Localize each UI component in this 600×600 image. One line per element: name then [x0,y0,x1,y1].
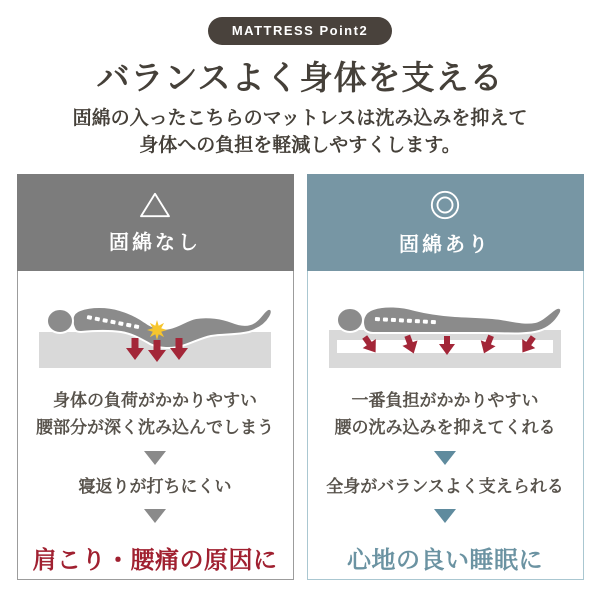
with-effect-line-1: 一番負担がかかりやすい [351,391,539,411]
figure-supported-illustration [325,288,565,374]
down-arrow-icon [434,509,456,523]
with-consequence-text: 全身がバランスよく支えられる [326,476,564,496]
subtitle-line-1: 固綿の入ったこちらのマットレスは沈み込みを抑えて [72,108,528,129]
pressure-star-icon [147,320,167,340]
comparison-columns [0,174,600,580]
triangle-outline-icon [138,191,172,219]
panel-without-body [17,271,294,580]
panel-with-body [307,271,584,580]
without-consequence-text: 寝返りが打ちにくい [78,476,232,496]
with-effect-line-2: 腰の沈み込みを抑えてくれる [334,418,556,438]
without-result-text: 肩こり・腰痛の原因に [32,546,278,574]
down-arrow-icon [434,451,456,465]
without-effect-line-2: 腰部分が深く沈み込んでしまう [36,418,274,438]
panel-with-pad [307,174,584,580]
panel-without-header [17,174,294,271]
panel-with-header [307,174,584,271]
down-arrow-icon [144,451,166,465]
panel-without-label: 固綿なし [109,231,201,254]
panel-with-label: 固綿あり [399,233,491,256]
panel-without-pad [17,174,294,580]
subtitle-line-2: 身体への負担を軽減しやすくします。 [139,134,461,156]
point-badge: MATTRESS Point2 [208,17,392,45]
double-circle-icon [429,189,461,221]
with-result-text: 心地の良い睡眠に [347,546,543,574]
page-title: バランスよく身体を支える [96,59,504,96]
with-effect-text [335,387,556,441]
without-effect-line-1: 身体の負荷がかかりやすい [53,391,257,411]
without-effect-text [36,387,274,441]
down-arrow-icon [144,509,166,523]
figure-sinking-illustration [35,288,275,374]
page-subtitle [0,106,600,159]
